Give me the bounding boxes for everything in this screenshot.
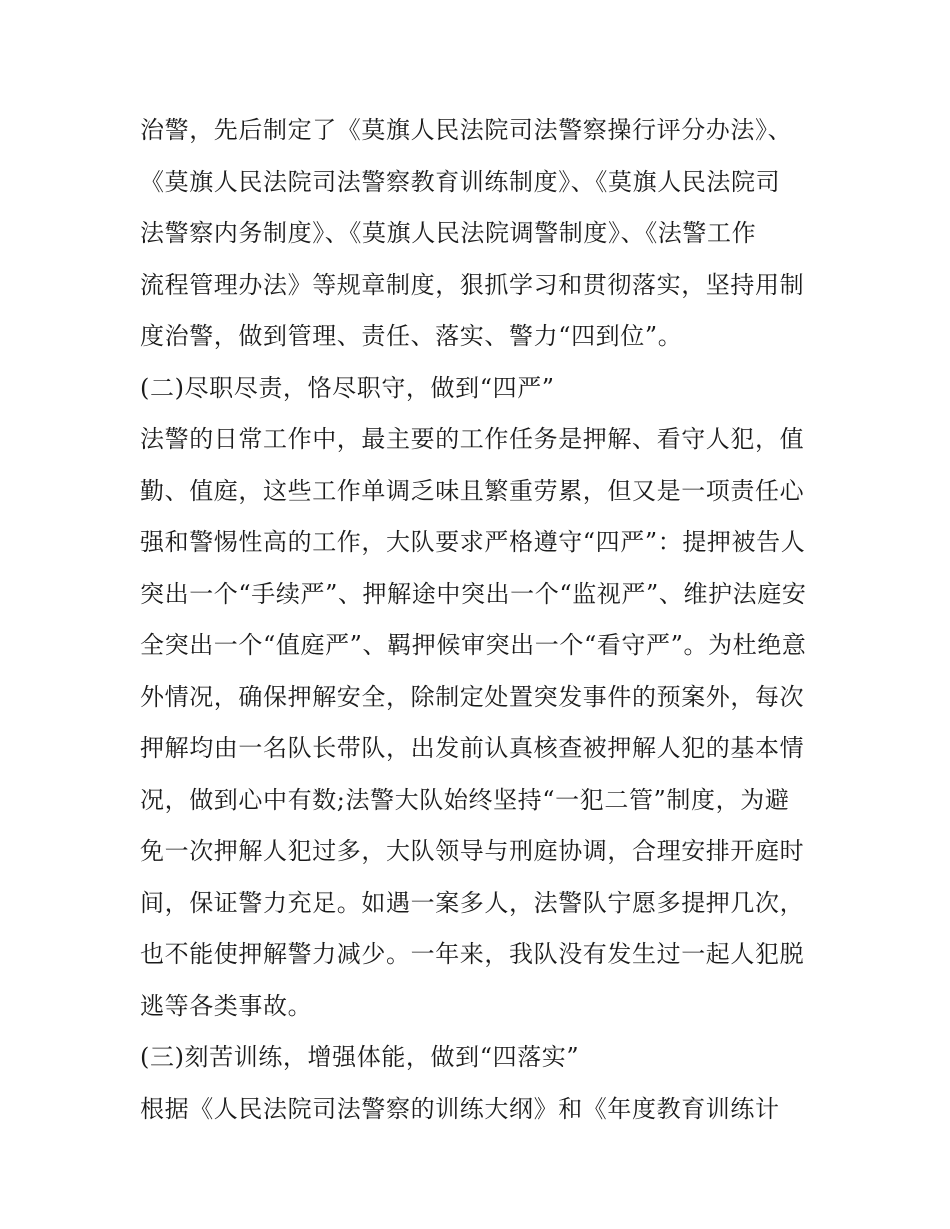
text-line: 突出一个“手续严”、押解途中突出一个“监视严”、维护法庭安 bbox=[140, 579, 807, 608]
text-line: 逃等各类事故。 bbox=[140, 991, 313, 1020]
text-line: 外情况，确保押解安全，除制定处置突发事件的预案外，每次 bbox=[140, 682, 805, 711]
text-line: 《莫旗人民法院司法警察教育训练制度》、《莫旗人民法院司 bbox=[140, 167, 781, 196]
text-line: 治警，先后制定了《莫旗人民法院司法警察操行评分办法》、 bbox=[140, 116, 793, 144]
text-line: 押解均由一名队长带队，出发前认真核查被押解人犯的基本情 bbox=[140, 734, 805, 762]
section-heading: (三)刻苦训练，增强体能，做到“四落实” bbox=[140, 1043, 580, 1071]
section-heading: (二)尽职尽责，恪尽职守，做到“四严” bbox=[140, 373, 555, 402]
text-line: 全突出一个“值庭严”、羁押候审突出一个“看守严”。为杜绝意 bbox=[140, 631, 807, 659]
document-body bbox=[140, 106, 820, 1136]
text-line: 勤、值庭，这些工作单调乏味且繁重劳累，但又是一项责任心 bbox=[140, 476, 805, 505]
text-line: 间，保证警力充足。如遇一案多人，法警队宁愿多提押几次， bbox=[140, 888, 805, 917]
text-line: 免一次押解人犯过多，大队领导与刑庭协调，合理安排开庭时 bbox=[140, 837, 805, 865]
text-line: 况，做到心中有数;法警大队始终坚持“一犯二管”制度，为避 bbox=[140, 785, 790, 814]
text-line: 度治警，做到管理、责任、落实、警力“四到位”。 bbox=[140, 322, 683, 350]
text-line: 法警察内务制度》、《莫旗人民法院调警制度》、《法警工作 bbox=[140, 219, 757, 247]
text-line: 根据《人民法院司法警察的训练大纲》和《年度教育训练计 bbox=[140, 1094, 780, 1123]
text-line: 流程管理办法》等规章制度，狠抓学习和贯彻落实，坚持用制 bbox=[140, 270, 805, 299]
text-line: 法警的日常工作中，最主要的工作任务是押解、看守人犯，值 bbox=[140, 425, 805, 453]
text-line: 强和警惕性高的工作，大队要求严格遵守“四严”：提押被告人 bbox=[140, 528, 806, 556]
text-line: 也不能使押解警力减少。一年来，我队没有发生过一起人犯脱 bbox=[140, 940, 805, 968]
